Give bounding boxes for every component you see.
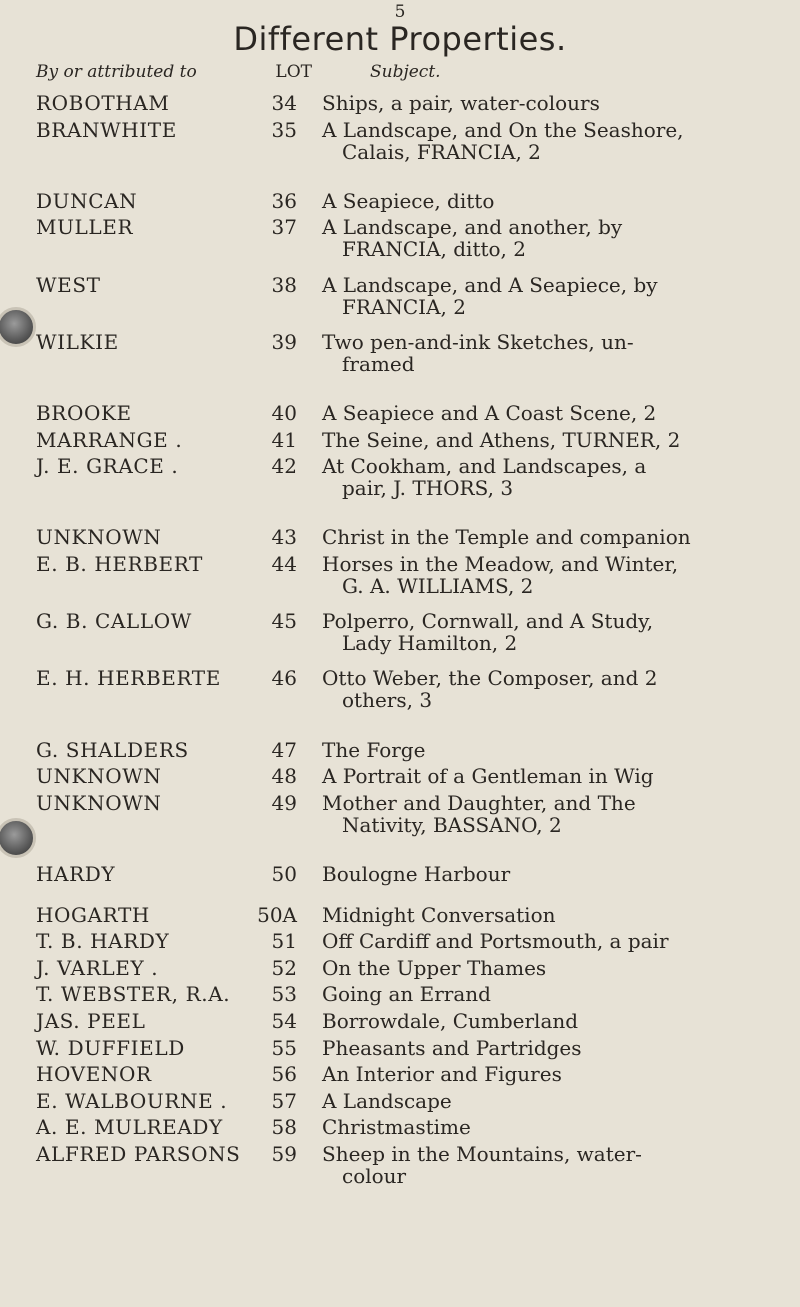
artist-name: E. B. HERBERT [36,552,203,576]
lot-subject [322,429,784,451]
artist-name: W. DUFFIELD [36,1035,185,1060]
subject-line: At Cookham, and Landscapes, a [322,454,647,479]
lot-subject [322,667,784,711]
lot-subject [322,1063,784,1085]
lot-number: 53 [271,982,297,1007]
lot-subject [322,553,784,597]
subject-line: Borrowdale, Cumberland [322,1009,579,1033]
subject-continuation: pair, J. THORS, 3 [342,476,514,501]
lot-subject [322,904,784,926]
lot-number: 43 [271,525,297,550]
lot-subject [322,1090,784,1112]
column-header-subject: Subject. [370,62,441,82]
subject-line: Polperro, Cornwall, and A Study, [322,609,654,634]
lot-number: 57 [271,1088,297,1113]
lot-number: 45 [271,609,297,634]
subject-line: Going an Errand [322,982,491,1007]
lot-subject [322,1143,784,1187]
lot-number: 37 [271,215,297,240]
lot-subject [322,526,784,548]
subject-line: The Seine, and Athens, TURNER, 2 [322,427,681,452]
artist-name: G. B. CALLOW [36,609,192,634]
lot-number: 58 [271,1115,297,1140]
lot-subject [322,216,784,260]
artist-name: ROBOTHAM [36,91,170,115]
subject-continuation: FRANCIA, 2 [342,294,466,319]
lot-subject [322,274,784,318]
artist-name: MULLER [36,215,134,240]
page-number: 5 [394,2,406,22]
lot-subject [322,1037,784,1059]
subject-continuation: G. A. WILLIAMS, 2 [342,574,534,598]
subject-line: A Landscape [322,1088,452,1113]
lot-number: 35 [271,117,297,142]
lot-subject [322,455,784,499]
subject-line: A Seapiece, ditto [322,188,495,213]
subject-line: Two pen-and-ink Sketches, un- [322,329,634,354]
artist-name: MARRANGE . [36,427,183,452]
lot-subject [322,739,784,761]
lot-number: 36 [271,188,297,213]
artist-name: BRANWHITE [36,117,177,142]
lot-number: 55 [271,1035,297,1060]
subject-line: Otto Weber, the Composer, and 2 [322,666,658,691]
lot-subject [322,1116,784,1138]
artist-name: UNKNOWN [36,790,162,815]
subject-line: Sheep in the Mountains, water- [322,1142,642,1166]
lot-subject [322,930,784,952]
lot-subject [322,957,784,979]
lot-number: 38 [271,272,297,297]
artist-name: HOGARTH [36,902,150,927]
lot-subject [322,190,784,212]
lot-number: 51 [271,929,297,954]
lot-number: 50A [257,902,297,927]
lot-subject [322,792,784,836]
lot-subject [322,1010,784,1032]
subject-line: Horses in the Meadow, and Winter, [322,552,679,576]
subject-line: On the Upper Thames [322,955,547,980]
subject-continuation: framed [342,351,415,376]
artist-name: DUNCAN [36,188,138,213]
page-title: Different Properties. [233,20,567,58]
artist-name: BROOKE [36,401,132,425]
lot-subject [322,119,784,163]
lot-number: 50 [271,862,297,886]
punch-hole [0,818,36,858]
artist-name: UNKNOWN [36,525,162,550]
subject-line: Ships, a pair, water-colours [322,91,600,115]
subject-continuation: Nativity, BASSANO, 2 [342,812,562,837]
subject-line: An Interior and Figures [322,1062,562,1087]
lot-number: 56 [271,1062,297,1087]
artist-name: HARDY [36,862,116,886]
lot-number: 59 [271,1142,297,1166]
subject-continuation: Lady Hamilton, 2 [342,631,518,656]
lot-number: 41 [271,427,297,452]
subject-line: Pheasants and Partridges [322,1035,582,1060]
subject-continuation: FRANCIA, ditto, 2 [342,237,526,262]
lot-number: 52 [271,955,297,980]
lot-number: 49 [271,790,297,815]
lot-subject [322,331,784,375]
artist-name: HOVENOR [36,1062,152,1087]
column-header-attributed: By or attributed to [36,62,197,82]
lot-subject [322,983,784,1005]
subject-line: Christmastime [322,1115,471,1140]
lot-number: 54 [271,1009,297,1033]
lot-number: 47 [271,737,297,762]
artist-name: T. WEBSTER, R.A. [36,982,231,1007]
lot-subject [322,92,784,114]
artist-name: J. VARLEY . [36,955,159,980]
subject-line: Midnight Conversation [322,902,556,927]
artist-name: E. H. HERBERTE [36,666,221,691]
lot-number: 42 [271,454,297,479]
lot-number: 34 [271,91,297,115]
subject-line: Christ in the Temple and companion [322,525,691,550]
artist-name: WILKIE [36,329,119,354]
artist-name: A. E. MULREADY [36,1115,223,1140]
subject-line: A Portrait of a Gentleman in Wig [322,764,654,789]
lot-subject [322,402,784,424]
lot-subject [322,863,784,885]
subject-line: A Landscape, and A Seapiece, by [322,272,658,297]
lot-number: 46 [271,666,297,691]
lot-number: 48 [271,764,297,789]
subject-line: Off Cardiff and Portsmouth, a pair [322,929,669,954]
artist-name: UNKNOWN [36,764,162,789]
artist-name: E. WALBOURNE . [36,1088,228,1113]
artist-name: WEST [36,272,101,297]
artist-name: ALFRED PARSONS [36,1142,241,1166]
artist-name: G. SHALDERS [36,737,189,762]
subject-line: Mother and Daughter, and The [322,790,636,815]
subject-line: The Forge [322,737,426,762]
punch-hole [0,307,36,347]
subject-continuation: Calais, FRANCIA, 2 [342,139,541,164]
column-header-lot: LOT [275,62,312,82]
artist-name: JAS. PEEL [36,1009,146,1033]
subject-continuation: others, 3 [342,688,433,713]
lot-subject [322,610,784,654]
lot-subject [322,765,784,787]
subject-continuation: colour [342,1164,407,1188]
artist-name: J. E. GRACE . [36,454,179,479]
lot-number: 40 [271,401,297,425]
artist-name: T. B. HARDY [36,929,170,954]
lot-number: 39 [271,329,297,354]
subject-line: A Landscape, and On the Seashore, [322,117,684,142]
subject-line: Boulogne Harbour [322,862,511,886]
lot-number: 44 [271,552,297,576]
subject-line: A Seapiece and A Coast Scene, 2 [322,401,657,425]
subject-line: A Landscape, and another, by [322,215,623,240]
